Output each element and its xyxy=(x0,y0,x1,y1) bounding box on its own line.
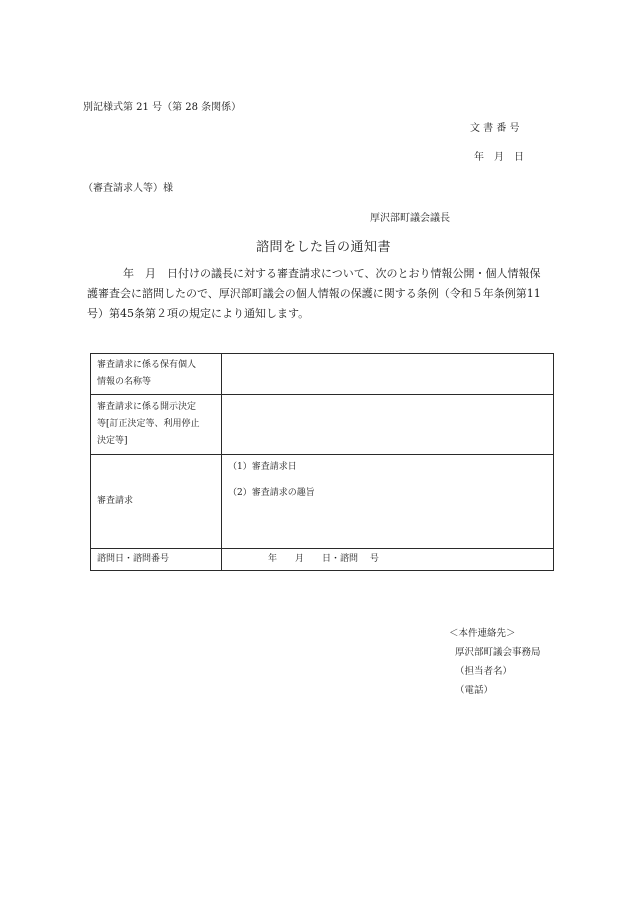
contact-block xyxy=(449,624,541,700)
row-value-disclosure-decision xyxy=(222,395,554,455)
notice-table xyxy=(90,353,554,571)
body-line-3: 号）第45条第２項の規定により通知します。 xyxy=(87,307,310,320)
row-label-personal-info xyxy=(91,354,222,395)
contact-heading: ＜本件連絡先＞ xyxy=(449,628,516,639)
table-row xyxy=(91,354,554,395)
row-value-personal-info xyxy=(222,354,554,395)
form-number-label: 別記様式第 21 号（第 28 条関係） xyxy=(83,102,242,113)
document-number: 文 書 番 号 xyxy=(470,123,520,134)
sender: 厚沢部町議会議長 xyxy=(370,213,450,224)
document-title: 諮問をした旨の通知書 xyxy=(256,240,392,255)
label-text: 等[訂正決定等、利用停止 xyxy=(97,419,200,429)
table-row xyxy=(91,395,554,455)
row-label-disclosure-decision xyxy=(91,395,222,455)
label-text: 審査請求に係る開示決定 xyxy=(97,402,197,412)
label-text: 審査請求に係る保有個人 xyxy=(97,360,197,370)
row-value-review-request xyxy=(222,455,554,549)
label-text: 情報の名称等 xyxy=(97,377,152,387)
review-request-date: （1）審査請求日 xyxy=(228,462,297,472)
table-row xyxy=(91,455,554,549)
recipient: （審査請求人等）様 xyxy=(83,183,173,194)
contact-office: 厚沢部町議会事務局 xyxy=(455,647,541,658)
date-line: 年 月 日 xyxy=(474,152,524,163)
contact-phone: （電話） xyxy=(455,685,494,696)
review-request-purpose: （2）審査請求の趣旨 xyxy=(228,488,315,498)
body-line-1: 年 月 日付けの議長に対する審査請求について、次のとおり情報公開・個人情報保 xyxy=(123,267,541,280)
row-value-inquiry xyxy=(222,549,554,571)
contact-person: （担当者名） xyxy=(455,666,513,677)
body-line-2: 護審査会に諮問したので、厚沢部町議会の個人情報の保護に関する条例（令和５年条例第11 xyxy=(87,287,541,300)
table-row xyxy=(91,549,554,571)
row-label-review-request: 審査請求 xyxy=(91,455,222,549)
row-label-inquiry: 諮問日・諮問番号 xyxy=(91,549,222,571)
inquiry-date-number: 年 月 日・諮問 号 xyxy=(268,554,379,564)
body-text xyxy=(87,264,557,324)
label-text: 決定等] xyxy=(97,436,128,446)
